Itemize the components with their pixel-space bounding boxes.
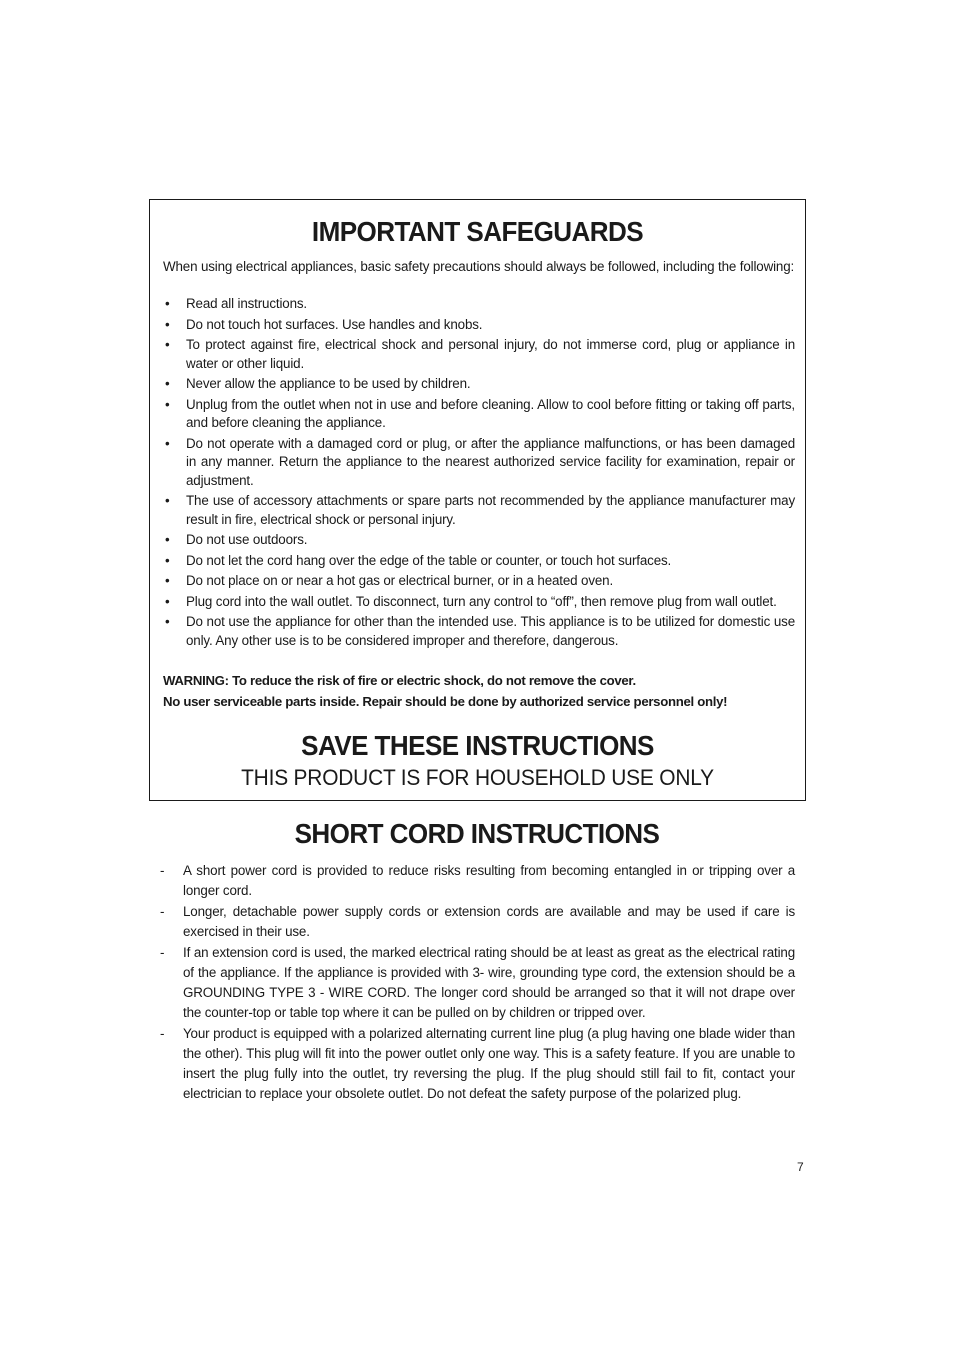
bullet-icon: •: [165, 614, 170, 629]
list-item: • Do not let the cord hang over the edge of the table or counter, or touch hot surfaces.: [163, 552, 795, 571]
safeguards-box: [149, 199, 806, 801]
safeguards-list: [163, 295, 795, 652]
bullet-icon: •: [165, 316, 170, 332]
safeguards-title: IMPORTANT SAFEGUARDS: [311, 216, 644, 247]
bullet-icon: •: [165, 532, 170, 547]
bullet-icon: •: [165, 593, 170, 609]
dash-icon: -: [160, 863, 165, 878]
list-item: - A short power cord is provided to reduce risks resulting from becoming entangled in or tripping over a longer cord.: [160, 863, 795, 898]
dash-icon: -: [160, 904, 165, 919]
short-cord-title: SHORT CORD INSTRUCTIONS: [294, 818, 660, 849]
household-use-subtitle: THIS PRODUCT IS FOR HOUSEHOLD USE ONLY: [241, 765, 714, 790]
list-item: • Do not use outdoors.: [163, 531, 795, 550]
list-item: • Do not place on or near a hot gas or electrical burner, or in a heated oven.: [163, 572, 795, 591]
bullet-icon: •: [165, 396, 170, 412]
bullet-icon: •: [165, 552, 170, 568]
list-item: • Read all instructions.: [163, 295, 795, 314]
list-item: • Do not touch hot surfaces. Use handles and knobs.: [163, 316, 795, 335]
bullet-icon: •: [165, 296, 170, 311]
bullet-icon: •: [165, 337, 170, 352]
dash-icon: -: [160, 945, 165, 960]
bullet-icon: •: [165, 376, 170, 391]
warning-text: WARNING: To reduce the risk of fire or electric shock, do not remove the cover.: [163, 673, 636, 688]
list-item: - Your product is equipped with a polarized alternating current line plug (a plug having one blade wider than the other). This plug will fit into the power outlet only one way. This is a safety feature. If you are unable to insert the plug fully into the outlet, try reversing the plug. If the plug should still fail to fit, contact your electrician to replace your obsolete outlet. Do not defeat the safety purpose of the polarized plug.: [160, 1026, 795, 1101]
list-item: • To protect against fire, electrical shock and personal injury, do not immerse cord, plug or appliance in water or other liquid.: [165, 337, 795, 371]
no-user-parts-text: No user serviceable parts inside. Repair should be done by authorized service personnel only!: [163, 694, 728, 709]
list-item: • Unplug from the outlet when not in use and before cleaning. Allow to cool before fitting or taking off parts, and before cleaning the appliance.: [165, 396, 795, 430]
dash-icon: -: [160, 1026, 165, 1041]
page-number: 7: [797, 1160, 804, 1174]
list-item: • Do not operate with a damaged cord or plug, or after the appliance malfunctions, or has been damaged in any manner. Return the appliance to the nearest authorized service facility for examination, repair or adjustment.: [165, 435, 795, 488]
list-item: • Never allow the appliance to be used by children.: [163, 375, 795, 394]
short-cord-list: [160, 861, 795, 1105]
list-item: • Plug cord into the wall outlet. To disconnect, turn any control to “off”, then remove plug from wall outlet.: [163, 593, 795, 612]
list-item: • Do not use the appliance for other than the intended use. This appliance is to be utilized for domestic use only. Any other use is to be considered improper and therefore, dangerous.: [165, 614, 795, 648]
safeguards-intro: When using electrical appliances, basic safety precautions should always be followed, including the following:: [163, 259, 795, 274]
bullet-icon: •: [165, 573, 170, 588]
list-item: • The use of accessory attachments or spare parts not recommended by the appliance manufacturer may result in fire, electrical shock or personal injury.: [165, 493, 795, 527]
bullet-icon: •: [165, 493, 170, 508]
bullet-icon: •: [165, 435, 170, 451]
list-item: - Longer, detachable power supply cords or extension cords are available and may be used if care is exercised in their use.: [160, 904, 795, 939]
list-item: - If an extension cord is used, the marked electrical rating should be at least as great as the electrical rating of the appliance. If the appliance is provided with 3- wire, grounding type cord, the extension should be a GROUNDING TYPE 3 - WIRE CORD. The longer cord should be arranged so that it will not drape over the counter-top or table top where it can be pulled on by children or tripped over.: [160, 945, 795, 1020]
save-instructions-title: SAVE THESE INSTRUCTIONS: [301, 730, 654, 761]
